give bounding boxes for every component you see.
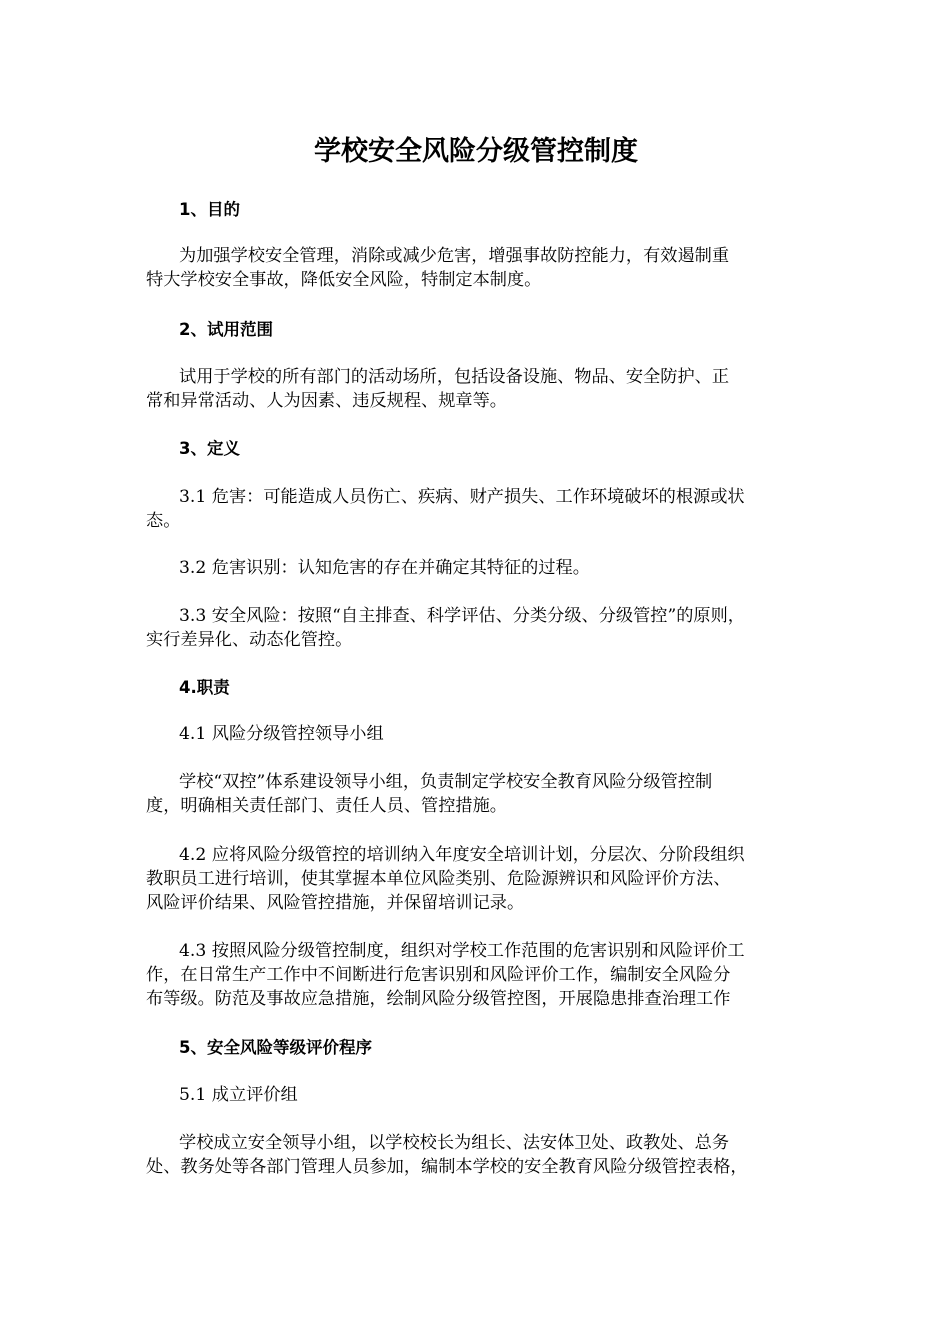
paragraph-definition-3-3 [146,604,818,652]
paragraph-line: 学校成立安全领导小组，以学校校长为组长、法安体卫处、政教处、总务 [179,1133,730,1153]
paragraph-line: 4.2 应将风险分级管控的培训纳入年度安全培训计划，分层次、分阶段组织 [179,845,745,865]
paragraph-line: 5.1 成立评价组 [179,1085,298,1105]
paragraph-responsibility-4-1 [146,722,818,746]
paragraph-line: 作，在日常生产工作中不间断进行危害识别和风险评价工作，编制安全风险分 [146,965,731,985]
paragraph-line: 试用于学校的所有部门的活动场所，包括设备设施、物品、安全防护、正 [179,367,730,387]
paragraph-line: 3.2 危害识别：认知危害的存在并确定其特征的过程。 [179,558,590,578]
heading-text: 2、试用范围 [179,320,273,339]
paragraph-line: 度，明确相关责任部门、责任人员、管控措施。 [146,796,507,816]
paragraph-leadership-group [146,770,818,818]
paragraph-definition-3-2 [146,556,818,580]
section-heading-evaluation-procedure [146,1036,818,1060]
document-title: 学校安全风险分级管控制度 [314,136,638,167]
paragraph-purpose [146,244,818,292]
heading-text: 4.职责 [179,678,230,697]
paragraph-procedure-5-1 [146,1083,818,1107]
paragraph-scope [146,365,818,413]
paragraph-evaluation-group [146,1131,818,1179]
paragraph-line: 学校“双控”体系建设领导小组，负责制定学校安全教育风险分级管控制 [179,772,713,792]
heading-text: 3、定义 [179,439,240,458]
paragraph-line: 特大学校安全事故，降低安全风险，特制定本制度。 [146,270,542,290]
paragraph-line: 实行差异化、动态化管控。 [146,630,353,650]
paragraph-line: 3.3 安全风险：按照“自主排查、科学评估、分类分级、分级管控”的原则， [179,606,745,626]
heading-text: 1、目的 [179,200,240,219]
section-heading-purpose [146,198,818,222]
section-heading-definitions [146,437,818,461]
paragraph-line: 4.1 风险分级管控领导小组 [179,724,384,744]
paragraph-line: 布等级。防范及事故应急措施，绘制风险分级管控图，开展隐患排查治理工作 [146,989,731,1009]
paragraph-line: 3.1 危害：可能造成人员伤亡、疾病、财产损失、工作环境破坏的根源或状 [179,487,745,507]
paragraph-line: 态。 [146,511,181,531]
section-heading-responsibilities [146,676,818,700]
paragraph-responsibility-4-3 [146,939,818,1011]
paragraph-line: 教职员工进行培训，使其掌握本单位风险类别、危险源辨识和风险评价方法、 [146,869,731,889]
paragraph-definition-3-1 [146,485,818,533]
section-heading-scope [146,318,818,342]
paragraph-responsibility-4-2 [146,843,818,915]
heading-text: 5、安全风险等级评价程序 [179,1038,372,1057]
paragraph-line: 4.3 按照风险分级管控制度，组织对学校工作范围的危害识别和风险评价工 [179,941,745,961]
paragraph-line: 处、教务处等各部门管理人员参加，编制本学校的安全教育风险分级管控表格， [146,1157,748,1177]
paragraph-line: 常和异常活动、人为因素、违反规程、规章等。 [146,391,507,411]
paragraph-line: 为加强学校安全管理，消除或减少危害，增强事故防控能力，有效遏制重 [179,246,730,266]
paragraph-line: 风险评价结果、风险管控措施，并保留培训记录。 [146,893,525,913]
